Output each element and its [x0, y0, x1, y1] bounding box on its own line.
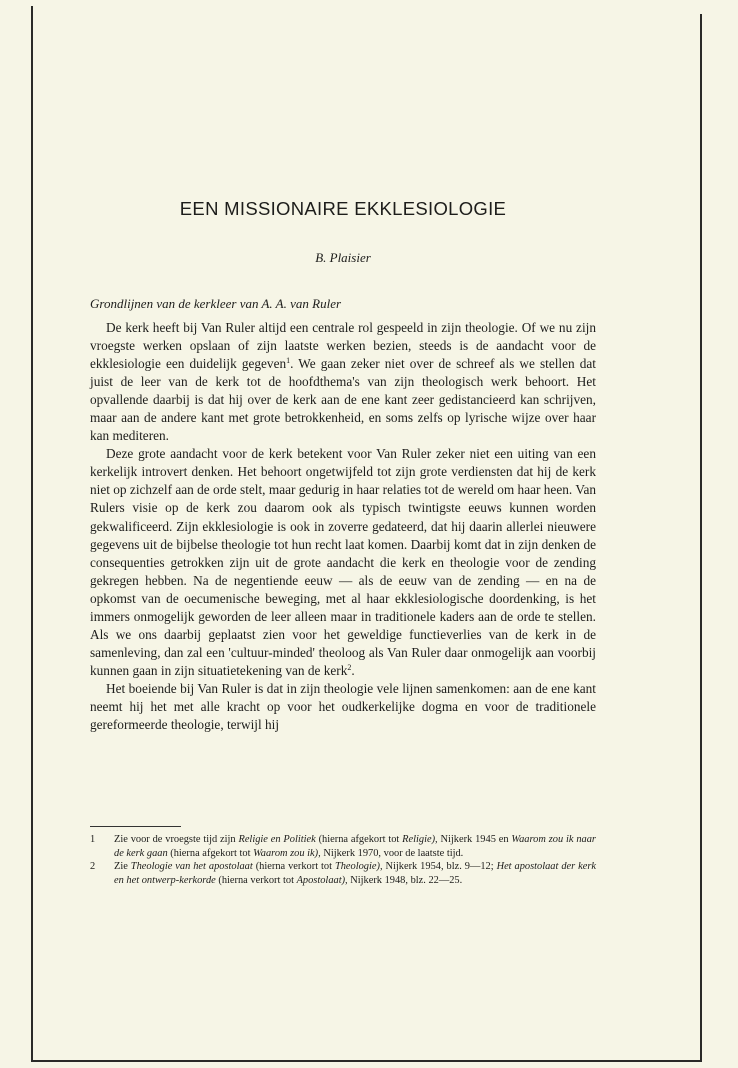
- footnote-divider: [90, 826, 181, 827]
- footnote-ref-1[interactable]: 1: [286, 356, 291, 366]
- paragraph-2: Deze grote aandacht voor de kerk betekent voor Van Ruler zeker niet een uiting van een kerkelijk introvert denken. Het behoort ongetwijfeld tot zijn grote verdiensten dat hij de kerk niet op zichzelf aan de orde stelt, maar gedurig in haar relaties tot de wereld om haar heen. Van Rulers visie op de kerk zou daarom ook als typisch twintigste eeuws kunnen worden gekwalificeerd. Zijn ekklesiologie is ook in zoverre gedateerd, dat hij daarin allerlei nieuwere gegevens uit de bijbelse theologie tot hun recht laat komen. Daarbij komt dat in zijn denken de consequenties getrokken zijn uit de grote aandacht die kerk en theologie voor de zending gekregen hebben. Na de negentiende eeuw — als de eeuw van de zending — en na de opkomst van de oecumenische beweging, met al haar ekklesiologische doordenking, is het immers onmogelijk geworden de leer alleen maar in traditionele kaders aan de orde te stellen. Als we ons daarbij geplaatst zien voor het geweldige functieverlies van de kerk in de samenleving, dan zal een 'cultuur-minded' theoloog als Van Ruler daar onmogelijk aan voorbij kunnen gaan in zijn situatietekening van de kerk$^2$.: [90, 446, 596, 678]
- footnote-2: 2 Zie Theologie van het apostolaat (hierna verkort tot Theologie), Nijkerk 1954, blz. 9—12; Het apostolaat der kerk en het ontwerp-kerkorde (hierna verkort tot Apostolaat), Nijkerk 1948, blz. 22—25.: [90, 861, 596, 886]
- body-text: [90, 319, 596, 734]
- article-author: B. Plaisier: [315, 250, 371, 265]
- footnote-number: 1: [90, 834, 96, 845]
- scan-edge-right: [700, 14, 702, 1062]
- article-subtitle: Grondlijnen van de kerkleer van A. A. van Ruler: [90, 296, 342, 311]
- footnotes: [90, 833, 596, 887]
- article-title: EEN MISSIONAIRE EKKLESIOLOGIE: [179, 198, 507, 219]
- paragraph-1: De kerk heeft bij Van Ruler altijd een centrale rol gespeeld in zijn theologie. Of we nu zijn vroegste werken opslaan of zijn laatste werken bezien, steeds is de aandacht voor de ekklesiologie een duidelijk gegeven$^1$. We gaan zeker niet over de schreef als we stellen dat juist de leer van de kerk tot de hoofdthema's van zijn theologisch werk behoort. Het opvallende daarbij is dat hij over de kerk aan de ene kant zeer gedistancieerd kan schrijven, maar aan de andere kant met grote betrokkenheid, en soms zelfs op lyrische wijze over haar kan mediteren.: [90, 320, 596, 444]
- footnote-1: 1 Zie voor de vroegste tijd zijn Religie en Politiek (hierna afgekort tot Religie), Nijkerk 1945 en Waarom zou ik naar de kerk gaan (hierna afgekort tot Waarom zou ik), Nijkerk 1970, voor de laatste tijd.: [90, 834, 596, 859]
- scan-edge-left: [31, 6, 33, 1062]
- paragraph-3: Het boeiende bij Van Ruler is dat in zijn theologie vele lijnen samenkomen: aan de ene kant neemt hij het met alle kracht op voor het oudkerkelijke dogma en voor de traditionele gereformeerde theologie, terwijl hij: [90, 680, 596, 733]
- footnote-number: 2: [90, 861, 96, 873]
- scan-edge-bottom: [31, 1060, 702, 1062]
- footnote-ref-2[interactable]: 2: [347, 662, 352, 672]
